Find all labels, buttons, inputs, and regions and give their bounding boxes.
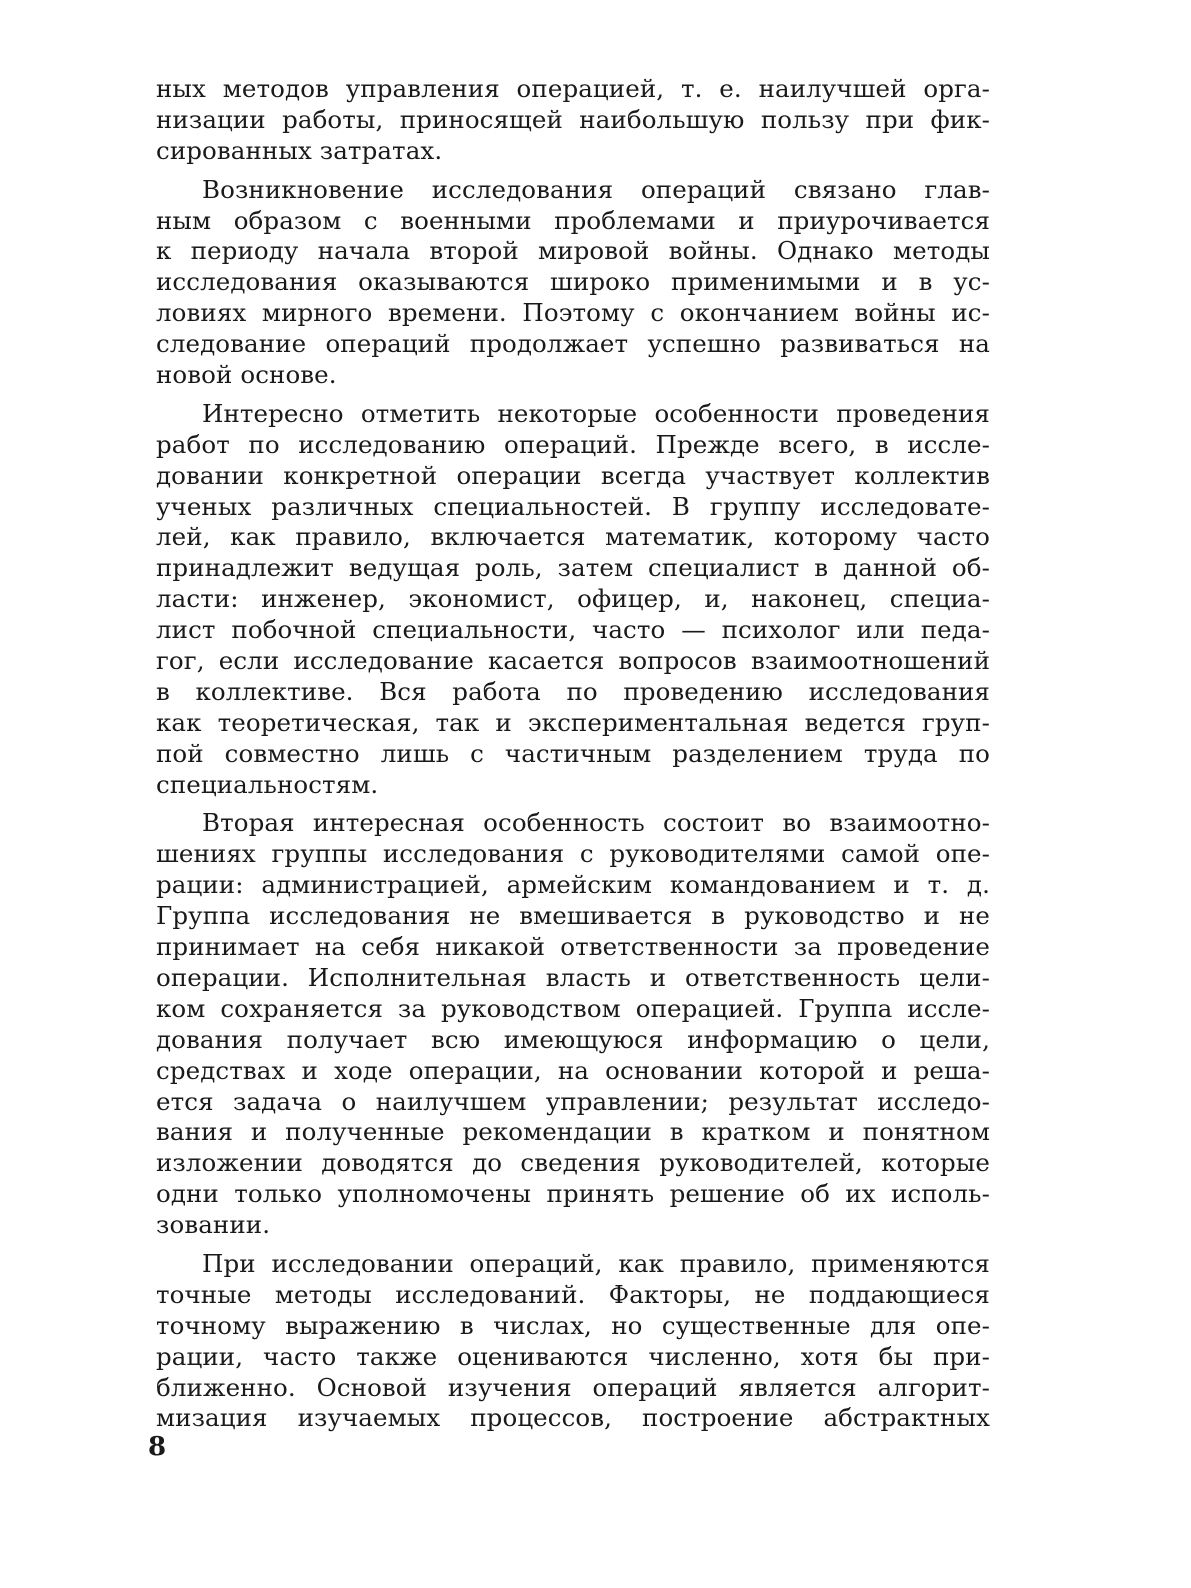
text-line: ком сохраняется за руководством операцией. Группа иссле- [156,993,990,1023]
text-line: Интересно отметить некоторые особенности проведения [202,398,990,428]
text-line: точные методы исследований. Факторы, не поддающиеся [156,1279,990,1309]
text-line: мизация изучаемых процессов, построение абстрактных [156,1403,990,1433]
paragraph [156,74,990,167]
paragraph [156,175,990,391]
text-line: к периоду начала второй мировой войны. Однако методы [156,236,990,266]
text-line: принадлежит ведущая роль, затем специалист в данной об- [156,553,990,583]
text-line: точному выражению в числах, но существенные для опе- [156,1310,990,1340]
text-line: рации: администрацией, армейским командованием и т. д. [156,870,990,900]
paragraph-gap [156,167,990,175]
text-line: ется задача о наилучшем управлении; результат исследо- [156,1086,990,1116]
text-line: Вторая интересная особенность состоит во взаимоотно- [202,808,990,838]
text-line: гог, если исследование касается вопросов взаимоотношений [156,646,990,676]
text-line: Группа исследования не вмешивается в руководство и не [156,901,990,931]
text-line: При исследовании операций, как правило, применяются [202,1248,990,1278]
text-line: сированных затратах. [156,135,443,165]
text-line: принимает на себя никакой ответственности за проведение [156,932,990,962]
text-line: следование операций продолжает успешно развиваться на [156,329,990,359]
paragraph-gap [156,800,990,808]
text-line: в коллективе. Вся работа по проведению исследования [156,676,990,706]
text-line: ным образом с военными проблемами и приурочивается [156,205,990,235]
text-line: специальностям. [156,769,379,799]
paragraph [156,808,990,1240]
text-line: ных методов управления операцией, т. е. наилучшей орга- [156,74,990,103]
text-line: лист побочной специальности, часто — психолог или педа- [156,615,990,645]
text-line: как теоретическая, так и экспериментальная ведется груп- [156,707,990,737]
paragraph-gap [156,1241,990,1249]
paragraph [156,1249,990,1434]
paragraph [156,399,990,801]
text-line: вания и полученные рекомендации в кратком и понятном [156,1117,990,1147]
text-line: средствах и ходе операции, на основании которой и реша- [156,1055,990,1085]
text-line: шениях группы исследования с руководителями самой опе- [156,839,990,869]
text-line: новой основе. [156,360,337,390]
page-number: 8 [148,1432,167,1462]
text-line: лей, как правило, включается математик, которому часто [156,522,990,552]
text-line: ловиях мирного времени. Поэтому с окончанием войны ис- [156,298,990,328]
text-line: пой совместно лишь с частичным разделением труда по [156,738,990,768]
text-line: низации работы, приносящей наибольшую пользу при фик- [156,104,990,134]
text-line: Возникновение исследования операций связано глав- [202,174,990,204]
text-line: ласти: инженер, экономист, офицер, и, наконец, специа- [156,584,990,614]
text-line: операции. Исполнительная власть и ответственность цели- [156,962,990,992]
text-line: одни только уполномочены принять решение об их исполь- [156,1179,990,1209]
text-line: дования получает всю имеющуюся информацию о цели, [156,1024,990,1054]
text-line: ученых различных специальностей. В группу исследовате- [156,491,990,521]
text-line: зовании. [156,1210,271,1240]
text-line: изложении доводятся до сведения руководителей, которые [156,1148,990,1178]
text-line: ближенно. Основой изучения операций является алгорит- [156,1372,990,1402]
text-line: работ по исследованию операций. Прежде всего, в иссле- [156,429,990,459]
text-line: довании конкретной операции всегда участвует коллектив [156,460,990,490]
paragraph-gap [156,391,990,399]
text-line: рации, часто также оцениваются численно, хотя бы при- [156,1341,990,1371]
page-text-block [156,74,990,1434]
text-line: исследования оказываются широко применимыми и в ус- [156,267,990,297]
